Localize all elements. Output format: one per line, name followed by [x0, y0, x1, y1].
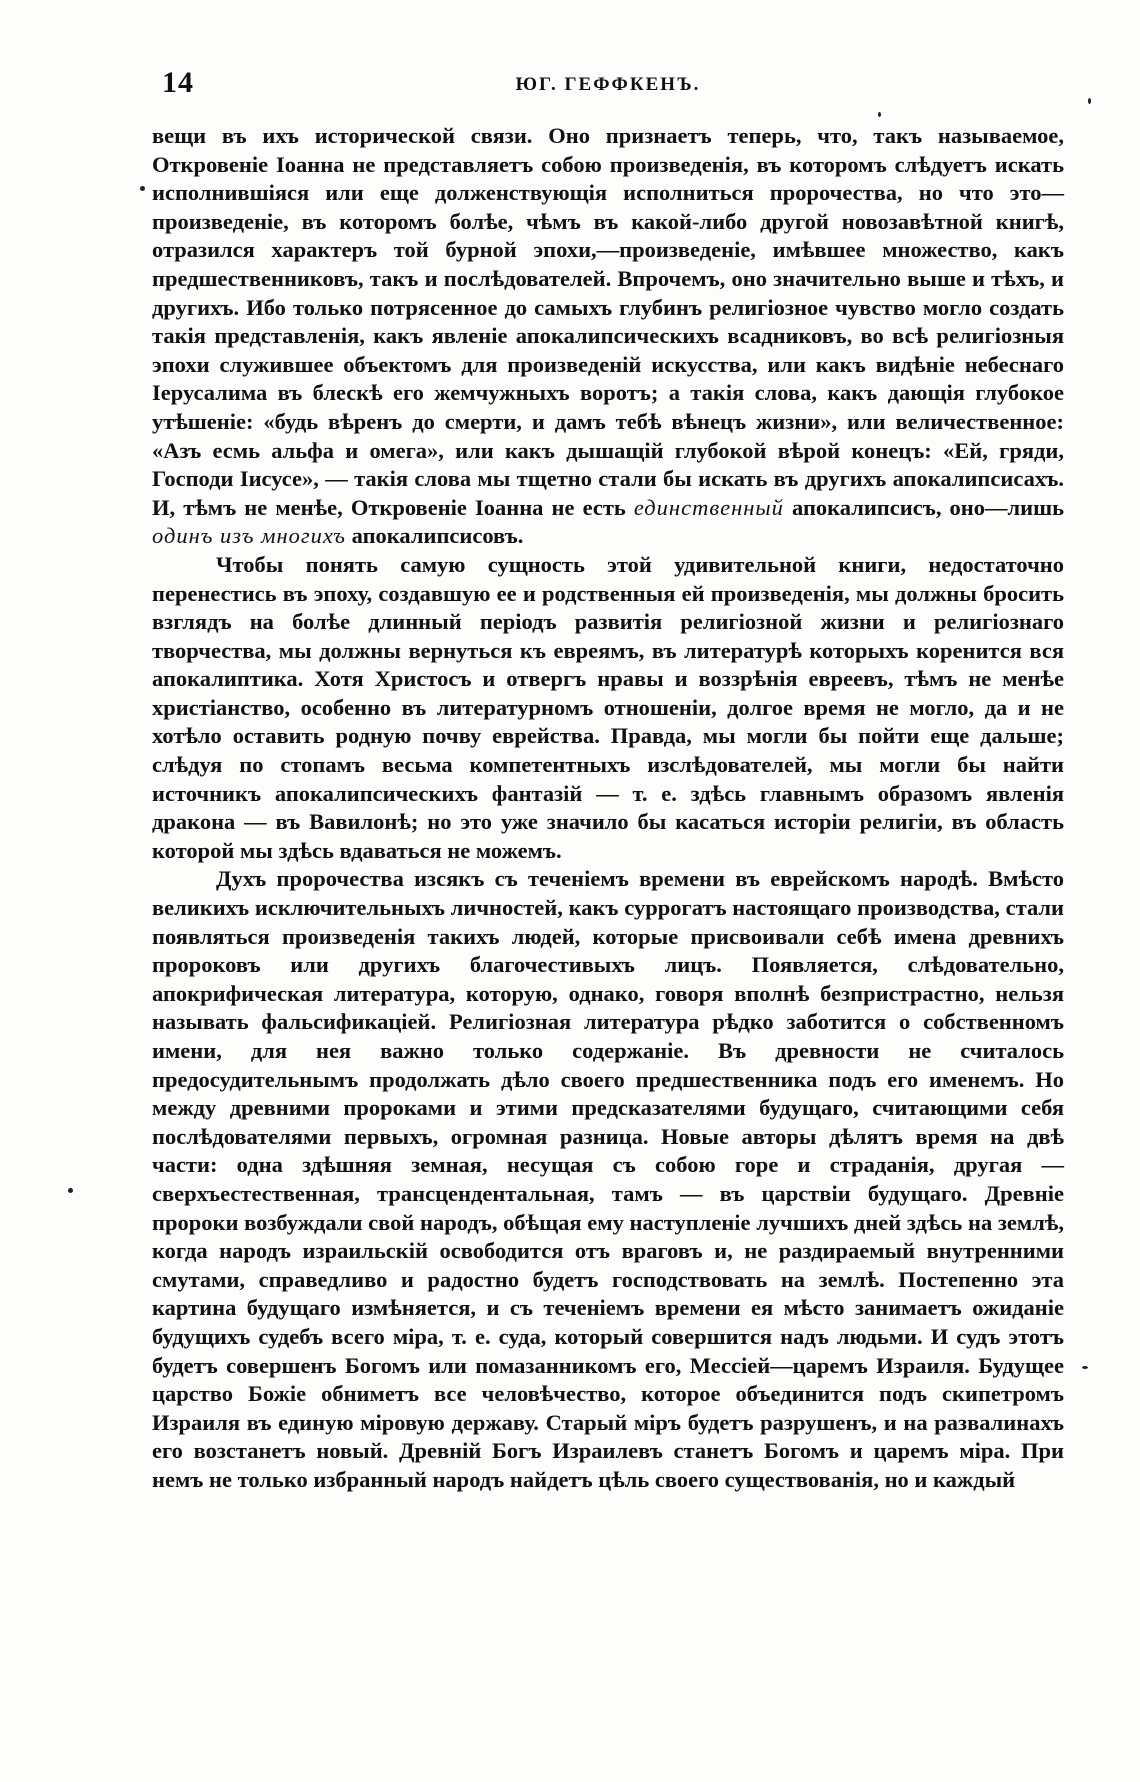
- paragraph-3: [152, 865, 1064, 1494]
- paragraph-1-text-c: апокалипсисовъ.: [346, 523, 524, 549]
- paragraph-1-italic-b: одинъ изъ многихъ: [152, 523, 346, 549]
- margin-speck: [68, 1188, 73, 1193]
- paragraph-1: [152, 122, 1064, 551]
- page-header: [152, 66, 1064, 106]
- running-head: ЮГ. ГЕФФКЕНЪ.: [515, 74, 701, 95]
- margin-speck: [878, 112, 881, 117]
- body-text: [152, 122, 1064, 1495]
- margin-speck: [140, 186, 145, 191]
- paragraph-1-italic-a: единственный: [633, 494, 784, 520]
- paragraph-2-text: Чтобы понять самую сущность этой удивительной книги, недостаточно перенестись въ эпоху, создавшую ее и родственныя ей произведенія, мы должны бросить взглядъ на болѣе длинный періодъ развитія религіозной жизни и религіознаго творчества, мы должны вернуться къ евреямъ, въ литературѣ которыхъ коренится вся апокалиптика. Хотя Христосъ и отвергъ нравы и воззрѣнія евреевъ, тѣмъ не менѣе христіанство, особенно въ литературномъ отношеніи, долгое время не могло, да и не хотѣло оставить родную почву еврейства. Правда, мы могли бы пойти еще дальше; слѣдуя по стопамъ весьма компетентныхъ изслѣдователей, мы могли бы найти источникъ апокалипсическихъ фантазій — т. е. здѣсь главнымъ образомъ явленія дракона — въ Вавилонѣ; но это уже значило бы касаться исторіи религіи, въ область которой мы здѣсь вдаваться не можемъ.: [152, 551, 1064, 863]
- margin-speck: [1082, 1366, 1088, 1369]
- paragraph-1-text-b: апокалипсисъ, оно—лишь: [783, 494, 1064, 520]
- paragraph-2: [152, 551, 1064, 866]
- paragraph-3-text: Духъ пророчества изсякъ съ теченіемъ времени въ еврейскомъ народѣ. Вмѣсто великихъ исключительныхъ личностей, какъ суррогатъ настоящаго производства, стали появляться произведенія такихъ людей, которые присвоивали себѣ имена древнихъ пророковъ или другихъ благочестивыхъ лицъ. Появляется, слѣдовательно, апокрифическая литература, которую, однако, говоря вполнѣ безпристрастно, нельзя называть фальсификаціей. Религіозная литература рѣдко заботится о собственномъ имени, для нея важно только содержаніе. Въ древности не считалось предосудительнымъ продолжать дѣло своего предшественника подъ его именемъ. Но между древними пророками и этими предсказателями будущаго, считающими себя послѣдователями первыхъ, огромная разница. Новые авторы дѣлятъ время на двѣ части: одна здѣшняя земная, несущая съ собою горе и страданія, другая — сверхъестественная, трансцендентальная, тамъ — въ царствіи будущаго. Древніе пророки возбуждали свой народъ, обѣщая ему наступленіе лучшихъ дней здѣсь на землѣ, когда народъ израильскій освободится отъ враговъ и, не раздираемый внутренними смутами, справедливо и радостно будетъ господствовать на землѣ. Постепенно эта картина будущаго измѣняется, и съ теченіемъ времени ея мѣсто занимаетъ ожиданіе будущихъ судебъ всего міра, т. е. суда, который совершится надъ людьми. И судъ этотъ будетъ совершенъ Богомъ или помазанникомъ его, Мессіей—царемъ Израиля. Будущее царство Божіе обниметъ все человѣчество, которое объединится подъ скипетромъ Израиля въ единую міровую державу. Старый міръ будетъ разрушенъ, и на развалинахъ его возстанетъ новый. Древній Богъ Израилевъ станетъ Богомъ и царемъ міра. При немъ не только избранный народъ найдетъ цѣль своего существованія, но и каждый: [152, 866, 1064, 1492]
- margin-speck: [1088, 98, 1091, 104]
- page-number: 14: [162, 66, 194, 99]
- paragraph-1-text-a: вещи въ ихъ исторической связи. Оно признаетъ теперь, что, такъ называемое, Откровеніе Іоанна не представляетъ собою произведенія, въ которомъ слѣдуетъ искать исполнившіяся или еще долженствующія исполниться пророчества, но что это—произведеніе, въ которомъ болѣе, чѣмъ въ какой-либо другой новозавѣтной книгѣ, отразился характеръ той бурной эпохи,—произведеніе, имѣвшее множество, какъ предшественниковъ, такъ и послѣдователей. Впрочемъ, оно значительно выше и тѣхъ, и другихъ. Ибо только потрясенное до самыхъ глубинъ религіозное чувство могло создать такія представленія, какъ явленіе апокалипсическихъ всадниковъ, во всѣ религіозныя эпохи служившее объектомъ для произведеній искусства, или какъ видѣніе небеснаго Іерусалима въ блескѣ его жемчужныхъ воротъ; а такія слова, какъ дающія глубокое утѣшеніе: «будь вѣренъ до смерти, и дамъ тебѣ вѣнецъ жизни», или величественное: «Азъ есмь альфа и омега», или какъ дышащій глубокой вѣрой конецъ: «Ей, гряди, Господи Іисусе», — такія слова мы тщетно стали бы искать въ другихъ апокалипсисахъ. И, тѣмъ не менѣе, Откровеніе Іоанна не есть: [152, 123, 1064, 520]
